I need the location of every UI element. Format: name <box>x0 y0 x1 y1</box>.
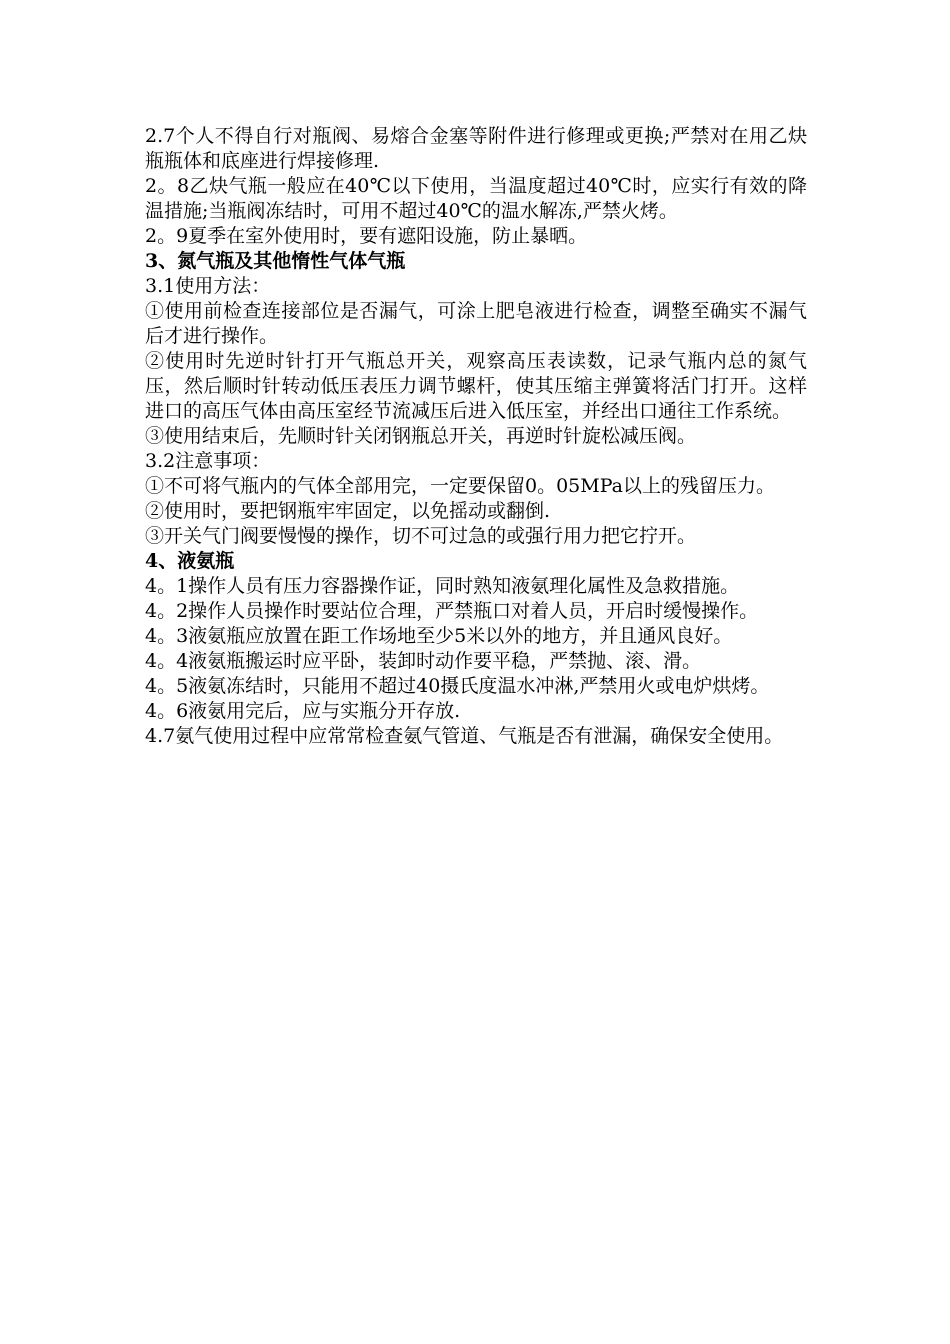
paragraph-4-2: 4。2操作人员操作时要站位合理，严禁瓶口对着人员，开启时缓慢操作。 <box>145 600 759 622</box>
paragraph-3-1-item-1: ①使用前检查连接部位是否漏气，可涂上肥皂液进行检查，调整至确实不漏气后才进行操作。 <box>145 300 807 347</box>
paragraph-4-1: 4。1操作人员有压力容器操作证，同时熟知液氨理化属性及急救措施。 <box>145 575 740 597</box>
paragraph-3-2-item-3: ③开关气门阀要慢慢的操作，切不可过急的或强行用力把它拧开。 <box>145 525 697 547</box>
section-heading-3: 3、氮气瓶及其他惰性气体气瓶 <box>145 250 406 272</box>
section-heading-4: 4、液氨瓶 <box>145 550 235 572</box>
paragraph-2-8: 2。8乙炔气瓶一般应在40℃以下使用，当温度超过40℃时，应实行有效的降温措施;当瓶阀冻结时，可用不超过40℃的温水解冻,严禁火烤。 <box>145 175 807 222</box>
paragraph-3-2-item-1: ①不可将气瓶内的气体全部用完，一定要保留0。05MPa以上的残留压力。 <box>145 475 775 497</box>
paragraph-2-9: 2。9夏季在室外使用时，要有遮阳设施，防止暴晒。 <box>145 225 588 247</box>
paragraph-4-4: 4。4液氨瓶搬运时应平卧，装卸时动作要平稳，严禁抛、滚、滑。 <box>145 650 702 672</box>
paragraph-4-7: 4.7氨气使用过程中应常常检查氨气管道、气瓶是否有泄漏，确保安全使用。 <box>145 725 784 747</box>
paragraph-4-6: 4。6液氨用完后，应与实瓶分开存放. <box>145 700 461 722</box>
paragraph-3-2-item-2: ②使用时，要把钢瓶牢牢固定，以免摇动或翻倒. <box>145 500 551 522</box>
document-body <box>145 124 807 749</box>
paragraph-3-1-item-3: ③使用结束后，先顺时针关闭钢瓶总开关，再逆时针旋松减压阀。 <box>145 425 697 447</box>
paragraph-4-3: 4。3液氨瓶应放置在距工作场地至少5米以外的地方，并且通风良好。 <box>145 625 733 647</box>
paragraph-3-2: 3.2注意事项： <box>145 450 271 472</box>
paragraph-4-5: 4。5液氨冻结时，只能用不超过40摄氏度温水冲淋,严禁用火或电炉烘烤。 <box>145 675 770 697</box>
paragraph-2-7: 2.7个人不得自行对瓶阀、易熔合金塞等附件进行修理或更换;严禁对在用乙炔瓶瓶体和底座进行焊接修理. <box>145 125 807 172</box>
paragraph-3-1-item-2: ②使用时先逆时针打开气瓶总开关，观察高压表读数，记录气瓶内总的氮气压，然后顺时针转动低压表压力调节螺杆，使其压缩主弹簧将活门打开。这样进口的高压气体由高压室经节流减压后进入低压室，并经出口通往工作系统。 <box>145 350 807 422</box>
paragraph-3-1: 3.1使用方法： <box>145 275 271 297</box>
